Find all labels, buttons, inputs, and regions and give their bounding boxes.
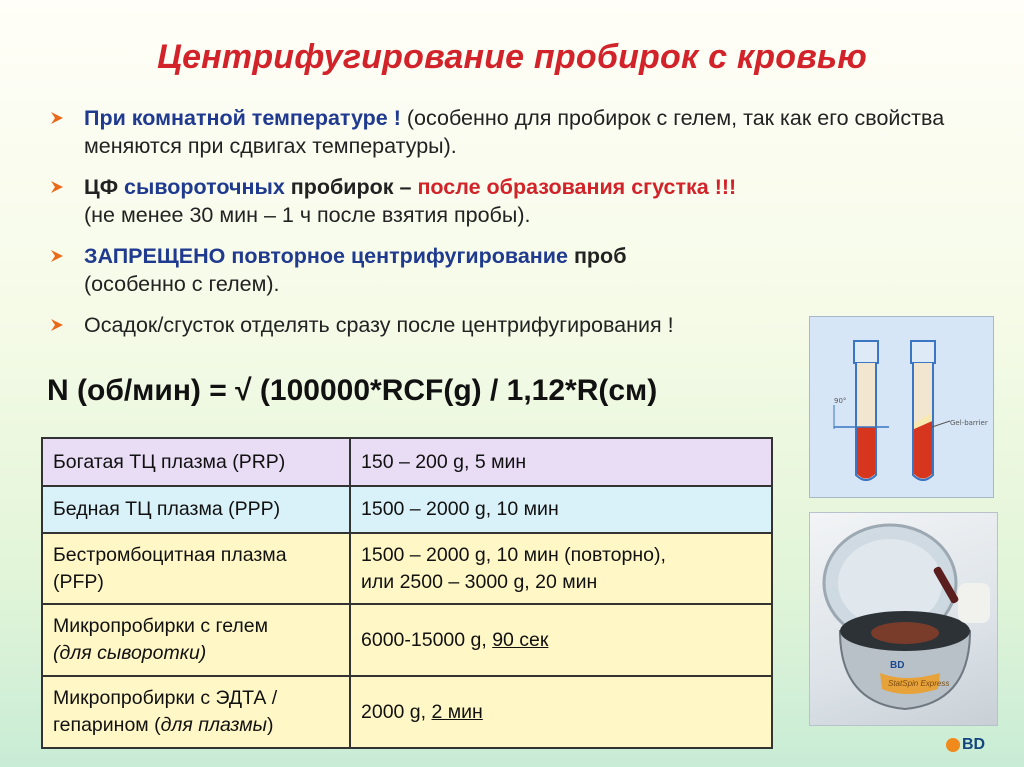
bullet-emphasis: повторное центрифугирование xyxy=(225,244,574,268)
centrifuge-brand: BD xyxy=(890,660,905,671)
gel-barrier-label: Gel-barrier xyxy=(950,419,988,427)
centrifuge-photo xyxy=(809,512,998,726)
table-cell-value xyxy=(350,676,772,748)
label-note: для плазмы xyxy=(160,714,267,736)
label-note: (для сыворотки) xyxy=(53,642,207,664)
bullet-text: ЦФ xyxy=(84,175,125,199)
value-line: 1500 – 2000 g, 10 мин (повторно), xyxy=(361,543,666,566)
bullet-text: пробирок – xyxy=(284,175,418,199)
bullet-text: (не менее 30 мин – 1 ч после взятия пробы). xyxy=(84,203,531,227)
bullet-forbidden xyxy=(50,242,980,298)
centrifugation-table xyxy=(41,437,773,749)
value-text: 2000 g, xyxy=(361,700,432,723)
bullet-text: (особенно с гелем). xyxy=(84,272,280,296)
bullet-list xyxy=(50,104,980,352)
bd-logo-icon xyxy=(946,738,960,752)
table-cell-label: Бестромбоцитная плазма (PFP) xyxy=(42,533,350,604)
table-cell-label xyxy=(42,604,350,676)
bullet-text: (особенно для пробирок с гелем, так как его свойства меняются при сдвигах температуры). xyxy=(84,106,945,158)
bullet-room-temperature xyxy=(50,104,980,160)
value-duration: 2 мин xyxy=(431,700,483,723)
table-cell-value xyxy=(350,533,772,604)
table-cell-label: Богатая ТЦ плазма (PRP) xyxy=(42,438,350,486)
table-cell-label: Бедная ТЦ плазма (PPP) xyxy=(42,486,350,533)
blood-tubes-diagram xyxy=(810,317,993,497)
rpm-formula: N (об/мин) = √ (100000*RCF(g) / 1,12*R(см) xyxy=(47,374,658,407)
table-row xyxy=(42,438,772,486)
bullet-emphasis: При комнатной температуре ! xyxy=(84,106,401,130)
angle-label: 90° xyxy=(834,397,847,405)
label-text: Микропробирки с гелем xyxy=(53,615,269,637)
arrow-bullet-icon xyxy=(50,111,64,125)
table-cell-value xyxy=(350,604,772,676)
bullet-text: проб xyxy=(573,244,627,268)
arrow-bullet-icon xyxy=(50,180,64,194)
value-line: или 2500 – 3000 g, 20 мин xyxy=(361,570,598,593)
table-cell-value: 1500 – 2000 g, 10 мин xyxy=(350,486,772,533)
table-cell-label xyxy=(42,676,350,748)
value-duration: 90 сек xyxy=(492,628,549,651)
slide-title: Центрифугирование пробирок с кровью xyxy=(157,38,867,76)
label-text: ) xyxy=(266,714,274,736)
arrow-bullet-icon xyxy=(50,249,64,263)
bullet-warning: после образования сгустка !!! xyxy=(417,175,737,199)
bullet-emphasis: сывороточных xyxy=(124,175,285,199)
table-cell-value: 150 – 200 g, 5 мин xyxy=(350,438,772,486)
table-row xyxy=(42,604,772,676)
label-text: Микропробирки с ЭДТА / гепарином ( xyxy=(53,687,278,736)
arrow-bullet-icon xyxy=(50,318,64,332)
bd-logo xyxy=(946,736,985,754)
table-row xyxy=(42,533,772,604)
table-row xyxy=(42,676,772,748)
value-text: 6000-15000 g, xyxy=(361,628,493,651)
bd-logo-text: BD xyxy=(962,736,986,753)
centrifuge-model: StatSpin Express xyxy=(888,679,950,688)
bullet-emphasis: ЗАПРЕЩЕНО xyxy=(84,244,226,268)
centrifuge-illustration xyxy=(810,513,997,725)
tubes-illustration xyxy=(809,316,994,498)
bullet-text: Осадок/сгусток отделять сразу после центрифугирования ! xyxy=(84,313,674,337)
bullet-serum-tubes xyxy=(50,173,980,229)
table-row xyxy=(42,486,772,533)
